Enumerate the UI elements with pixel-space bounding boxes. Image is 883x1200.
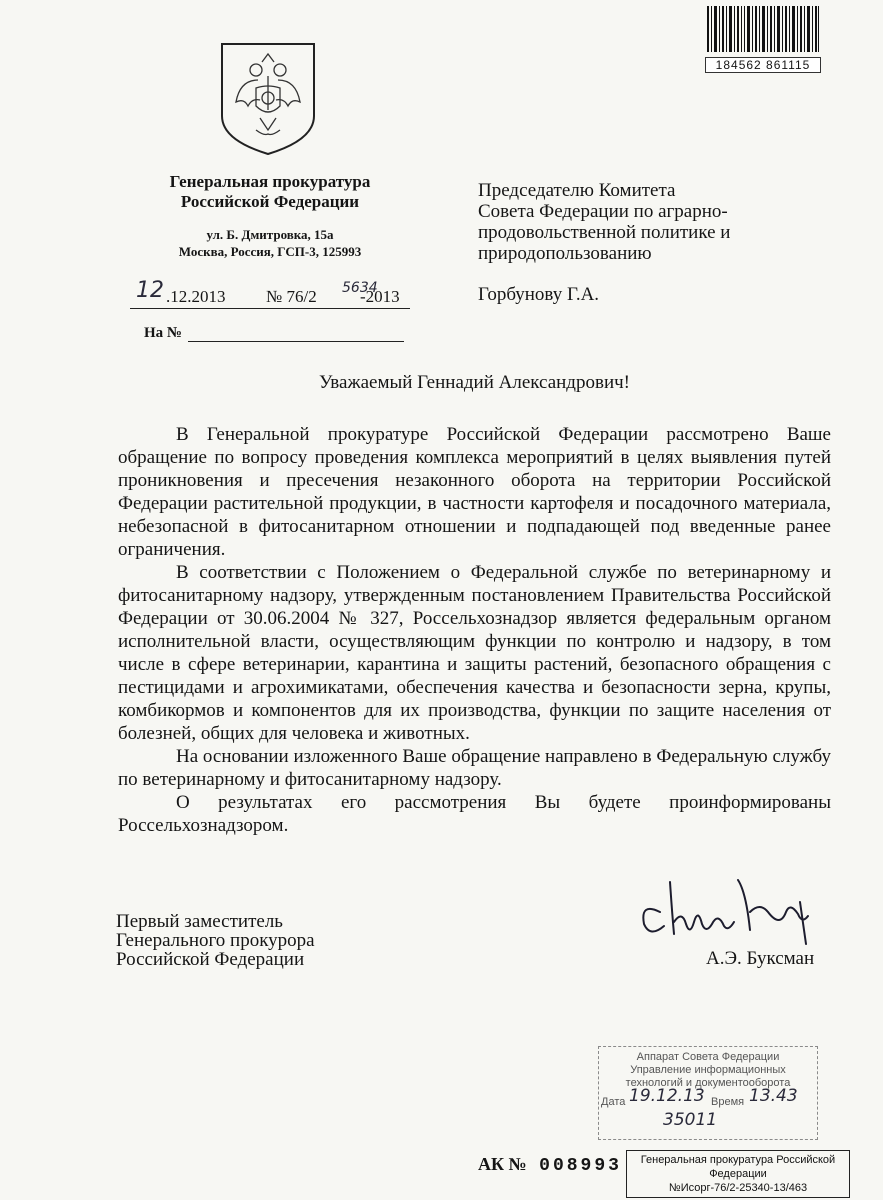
bottom-stamp-line2: Федерации [709,1168,767,1180]
reg-stamp-line2: Управление информационных [630,1064,786,1076]
barcode [705,6,821,72]
number-prefix: № 76/2 [266,287,317,306]
sender-org-line1: Генеральная прокуратура [169,172,371,191]
number-suffix: -2013 [360,287,400,306]
date-day-handwritten: 12 [136,278,164,303]
body-paragraph-2: В соответствии с Положением о Федеральной службе по ветеринарному и фитосанитарному надзору, утвержденным постановлением Правительства Российской Федерации от 30.06.2004 № 327, Россельхознадзор является федеральным органом исполнительной власти, осуществляющим функции по контролю и надзору, в том числе в сфере ветеринарии, карантина и защиты растений, безопасного обращения с пестицидами и агрохимикатами, обеспечения качества и безопасности зерна, крупы, комбикормов и компонентов для их производства, функции по защите населения от болезней, общих для человека и животных. [118,562,831,744]
signatory-title-line2: Генерального прокурора [116,930,315,951]
reg-stamp-date-value: 19.12.13 [629,1086,705,1106]
body-paragraph-4: О результатах его рассмотрения Вы будете проинформированы Россельхознадзором. [118,792,831,836]
ak-number-line [478,1154,622,1176]
signature-scribble-icon [630,872,830,952]
reg-stamp-time-label: Время [711,1096,745,1108]
ak-label: АК № [478,1154,527,1174]
handwritten-signature [630,872,830,952]
reg-stamp-time-value: 13.43 [749,1086,798,1106]
sender-address-line2: Москва, Россия, ГСП-3, 125993 [178,244,362,259]
in-reply-to-line [144,325,414,342]
date-rest: .12.2013 [166,287,226,306]
registration-stamp [598,1046,818,1140]
signatory-title-line1: Первый заместитель [116,911,283,932]
recipient-name: Горбунову Г.А. [478,284,600,305]
outgoing-reference-line [130,278,420,308]
recipient-line2: Совета Федерации по аграрно- [478,201,728,222]
barcode-number: 184562 861115 [705,57,821,73]
body-paragraph-3: На основании изложенного Ваше обращение направлено в Федеральную службу по ветеринарному и фитосанитарному надзору. [118,746,831,790]
recipient-line4: природопользованию [478,243,652,264]
in-reply-to-label: На № [144,325,182,341]
number-handwritten: 5634 [342,280,378,296]
sender-address-line1: ул. Б. Дмитровка, 15а [206,227,334,242]
in-reply-to-underline [188,341,404,342]
signatory-name: А.Э. Буксман [706,948,815,969]
barcode-icon [705,6,821,52]
recipient-line1: Председателю Комитета [478,180,676,201]
reference-underline [130,308,410,309]
bottom-stamp-line3: №Исорг-76/2-25340-13/463 [668,1182,808,1194]
coat-of-arms-emblem [218,40,318,156]
body-paragraph-1: В Генеральной прокуратуре Российской Федерации рассмотрено Ваше обращение по вопросу проведения комплекса мероприятий в целях выявления путей проникновения и пресечения незаконного оборота на территории Российской Федерации растительной продукции, в частности картофеля и посадочного материала, небезопасной в фитосанитарном отношении и подпадающей под введенные ранее ограничения. [118,424,831,560]
signatory-title [116,912,315,969]
bottom-registration-stamp [626,1150,850,1198]
reg-stamp-line1: Аппарат Совета Федерации [636,1051,780,1063]
letter-body [118,423,831,837]
signatory-title-line3: Российской Федерации [116,949,305,970]
reg-stamp-date-row [599,1086,817,1112]
reg-stamp-number-row [599,1112,817,1134]
bottom-stamp-line1: Генеральная прокуратура Российской [640,1154,836,1166]
reg-stamp-date-label: Дата [601,1096,626,1108]
salutation: Уважаемый Геннадий Александрович! [318,372,630,393]
recipient-block [478,180,798,305]
reg-stamp-number: 35011 [663,1110,718,1130]
reg-stamp-line3: технологий и документооборота [625,1077,791,1089]
recipient-line3: продовольственной политике и [478,222,731,243]
sender-org-line2: Российской Федерации [180,192,360,211]
ak-number: 008993 [539,1156,622,1176]
double-headed-eagle-icon [218,40,318,156]
